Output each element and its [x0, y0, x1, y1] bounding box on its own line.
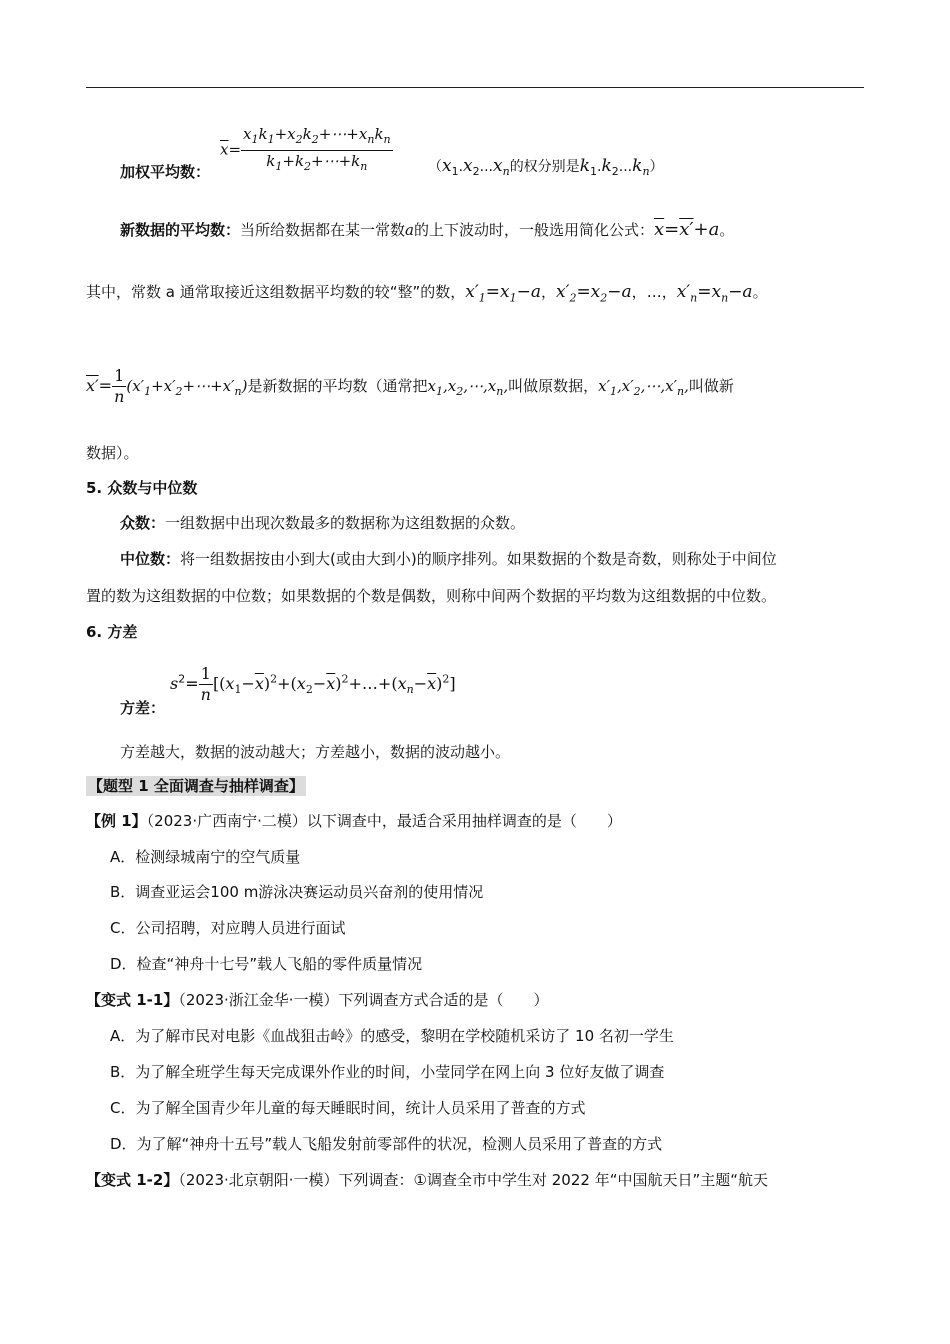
new-data-mean-line: 新数据的平均数：当所给数据都在某一常数a的上下波动时，一般选用简化公式：$\overline{x}=x'+a$。: [120, 219, 735, 240]
example1-question: 【例 1】（2023·广西南宁·二模）以下调查中，最适合采用抽样调查的是（ ）: [86, 812, 622, 830]
variance-explanation: 方差越大，数据的波动越大；方差越小，数据的波动越小。: [120, 743, 511, 761]
variant1-1-option-c: C．为了解全国青少年儿童的每天睡眠时间，统计人员采用了普查的方式: [110, 1099, 586, 1117]
median-definition: 中位数：将一组数据按由小到大(或由大到小)的顺序排列。如果数据的个数是奇数，则称处于中间位: [120, 550, 777, 568]
header-rule: [86, 87, 864, 88]
example1-option-d: D．检查“神舟十七号”载人飞船的零件质量情况: [110, 955, 423, 973]
section6-title: 6. 方差: [86, 623, 138, 641]
mode-definition: 众数：一组数据中出现次数最多的数据称为这组数据的众数。: [120, 514, 526, 532]
type1-title: 【题型 1 全面调查与抽样调查】: [88, 777, 304, 795]
variant1-1-question: 【变式 1-1】（2023·浙江金华·一模）下列调查方式合适的是（ ）: [86, 991, 549, 1009]
section5-title: 5. 众数与中位数: [86, 479, 198, 497]
weighted-mean-label: 加权平均数：: [120, 163, 211, 181]
variant1-1-option-d: D．为了解“神舟十五号”载人飞船发射前零部件的状况，检测人员采用了普查的方式: [110, 1135, 663, 1153]
new-mean-continued: 数据）。: [86, 444, 139, 462]
variance-label: 方差：: [120, 699, 166, 717]
example1-option-a: A．检测绿城南宁的空气质量: [110, 848, 301, 866]
variant1-1-option-a: A．为了解市民对电影《血战狙击岭》的感受，黎明在学校随机采访了 10 名初一学生: [110, 1027, 674, 1045]
weighted-mean-note: （$x_1.x_2...x_n$的权分别是$k_1.k_2...k_n$）: [428, 156, 664, 178]
example1-option-b: B．调查亚运会100 m游泳决赛运动员兴奋剂的使用情况: [110, 883, 484, 901]
constant-a-line: 其中，常数 a 通常取接近这组数据平均数的较“整”的数，$x'_1=x_1-a$，$x'_2=x_2-a$，…，$x'_n=x_n-a$。: [86, 282, 768, 305]
example1-option-c: C．公司招聘，对应聘人员进行面试: [110, 919, 346, 937]
variance-formula: $s^2=$ $\frac{1}{n}$ $[(x_1-\overline{x})^2+(x_2-\overline{x})^2+\dots+(x_n-\overline{x})^2]$: [170, 664, 456, 704]
new-mean-formula-line: x′= $\frac{1}{n}$ $(x'_1+x'_2+\cdots+x'_n)$是新数据的平均数（通常把$x_1,x_2,\cdots,x_n$,叫做原数据，$x'_1,x'_2,\cdots,x'_n$,叫做新: [86, 366, 734, 406]
variant1-1-option-b: B．为了解全班学生每天完成课外作业的时间，小莹同学在网上向 3 位好友做了调查: [110, 1063, 665, 1081]
median-definition-cont: 置的数为这组数据的中位数；如果数据的个数是偶数，则称中间两个数据的平均数为这组数据的中位数。: [86, 587, 777, 605]
weighted-mean-formula: $\overline{x}=$ $\frac{x_1k_1+x_2k_2+\cdots+x_nk_n}{k_1+k_2+\cdots+k_n}$: [220, 125, 391, 173]
variant1-2-question: 【变式 1-2】（2023·北京朝阳·一模）下列调查：①调查全市中学生对 2022 年“中国航天日”主题“航天: [86, 1171, 769, 1189]
